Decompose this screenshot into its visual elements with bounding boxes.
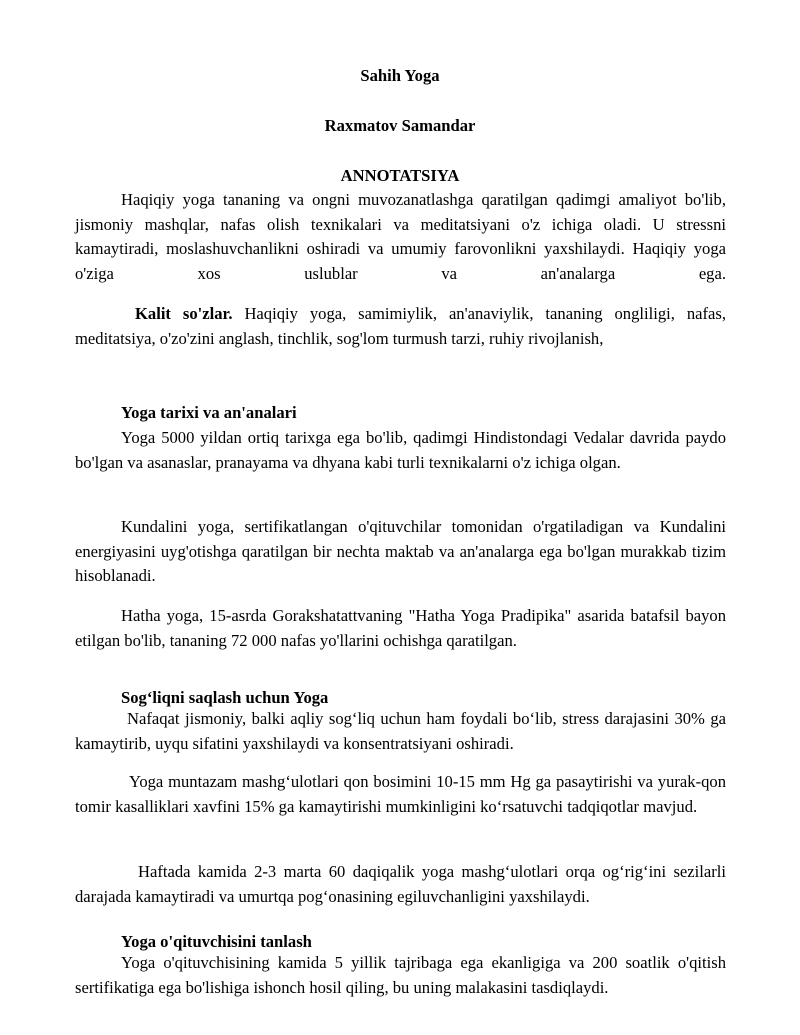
paragraph-text: Nafaqat jismoniy, balki aqliy sog‘liq uchun ham foydali bo‘lib, stress darajasini 30% ga kamaytirib, uyqu sifatini yaxshilaydi va konsentratsiyani oshiradi. [75,709,726,753]
section-heading: Sog‘liqni saqlash uchun Yoga [121,688,329,707]
abstract-heading: ANNOTATSIYA [340,166,460,185]
paragraph-text: Yoga muntazam mashg‘ulotlari qon bosimini 10-15 mm Hg ga pasaytirishi va yurak-qon tomir kasalliklari xavfini 15% ga kamaytirishi mumkinligini ko‘rsatuvchi tadqiqotlar mavjud. [75,772,726,816]
author-name: Raxmatov Samandar [324,116,476,135]
section-paragraph [75,860,726,909]
paragraph-text: Kundalini yoga, sertifikatlangan o'qituvchilar tomonidan o'rgatiladigan va Kundalini energiyasini uyg'otishga qaratilgan bir nechta maktab va an'analarga ega bo'lgan murakkab tizim hisoblanadi. [75,517,726,585]
section-paragraph [75,426,726,475]
section-paragraph [75,951,726,1000]
paragraph-text: Haftada kamida 2-3 marta 60 daqiqalik yoga mashg‘ulotlari orqa og‘rig‘ini sezilarli darajada kamaytiradi va umurtqa pog‘onasining egiluvchanligini yaxshilaydi. [75,862,726,906]
keywords-text: Haqiqiy yoga, samimiylik, an'anaviylik, tananing ongliligi, nafas, meditatsiya, o'zo'zini anglash, tinchlik, sog'lom turmush tarzi, ruhiy rivojlanish, [75,304,726,348]
paragraph-text: Hatha yoga, 15-asrda Gorakshatattvaning "Hatha Yoga Pradipika" asarida batafsil bayon etilgan bo'lib, tananing 72 000 nafas yo'llarini ochishga qaratilgan. [75,606,726,650]
keywords-label: Kalit so'zlar. [135,304,233,323]
section-heading: Yoga o'qituvchisini tanlash [121,932,312,951]
section-paragraph [75,770,726,819]
section-heading: Yoga tarixi va an'analari [121,403,297,422]
section-paragraph [75,707,726,756]
section-paragraph [75,515,726,589]
document-title: Sahih Yoga [360,66,440,85]
abstract-text: Haqiqiy yoga tananing va ongni muvozanatlashga qaratilgan qadimgi amaliyot bo'lib, jismoniy mashqlar, nafas olish texnikalari va meditatsiyani o'z ichiga oladi. U stressni kamaytiradi, moslashuvchanlikni oshiradi va umumiy farovonlikni yaxshilaydi. Haqiqiy yoga o'ziga xos uslublar va an'analarga ega. [75,190,726,283]
section-paragraph [75,604,726,653]
abstract-paragraph [75,188,726,286]
paragraph-text: Yoga o'qituvchisining kamida 5 yillik tajribaga ega ekanligiga va 200 soatlik o'qitish sertifikatiga ega bo'lishiga ishonch hosil qiling, bu uning malakasini tasdiqlaydi. [75,953,726,997]
paragraph-text: Yoga 5000 yildan ortiq tarixga ega bo'lib, qadimgi Hindistondagi Vedalar davrida paydo bo'lgan va asanaslar, pranayama va dhyana kabi turli texnikalarni o'z ichiga olgan. [75,428,726,472]
keywords-paragraph [75,302,726,351]
